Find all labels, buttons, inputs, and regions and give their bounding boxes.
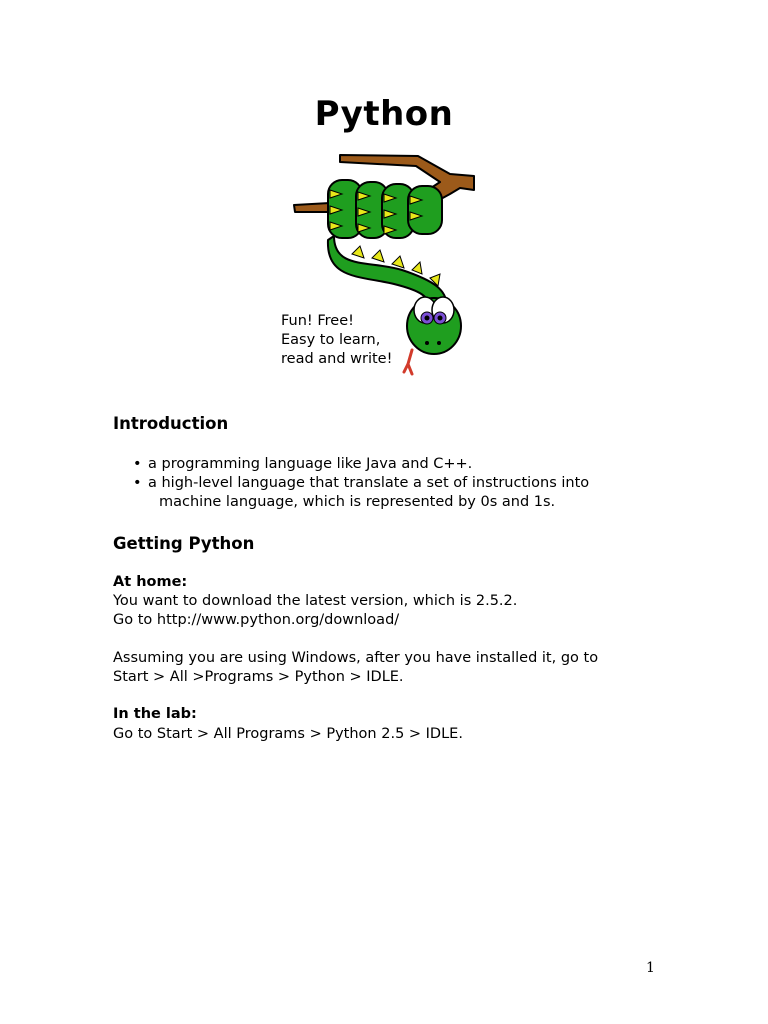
download-url-text: Go to http://www.python.org/download/ [113,612,400,628]
page-title: Python [314,94,454,134]
list-item [133,474,693,512]
bullet-icon: • [133,475,142,491]
caption-line: read and write! [281,351,393,367]
lab-path-text: Go to Start > All Programs > Python 2.5 > IDLE. [113,726,463,742]
introduction-heading: Introduction [113,414,229,433]
bullet-icon: • [133,456,142,472]
list-item [133,455,693,474]
page-number: 1 [646,960,655,976]
list-item-text-continued: machine language, which is represented by 0s and 1s. [159,494,556,510]
in-the-lab-label: In the lab: [113,706,197,722]
caption-line: Easy to learn, [281,332,381,348]
at-home-text: You want to download the latest version, which is 2.5.2. [113,593,518,609]
list-item-text: a programming language like Java and C++. [148,456,473,472]
at-home-label: At home: [113,574,188,590]
windows-instructions-text: Assuming you are using Windows, after you have installed it, go to [113,650,599,666]
illustration-caption [281,312,392,369]
introduction-list [133,455,693,512]
caption-line: Fun! Free! [281,313,354,329]
windows-path-text: Start > All >Programs > Python > IDLE. [113,669,404,685]
list-item-text: a high-level language that translate a set of instructions into [148,475,590,491]
getting-python-heading: Getting Python [113,534,255,553]
